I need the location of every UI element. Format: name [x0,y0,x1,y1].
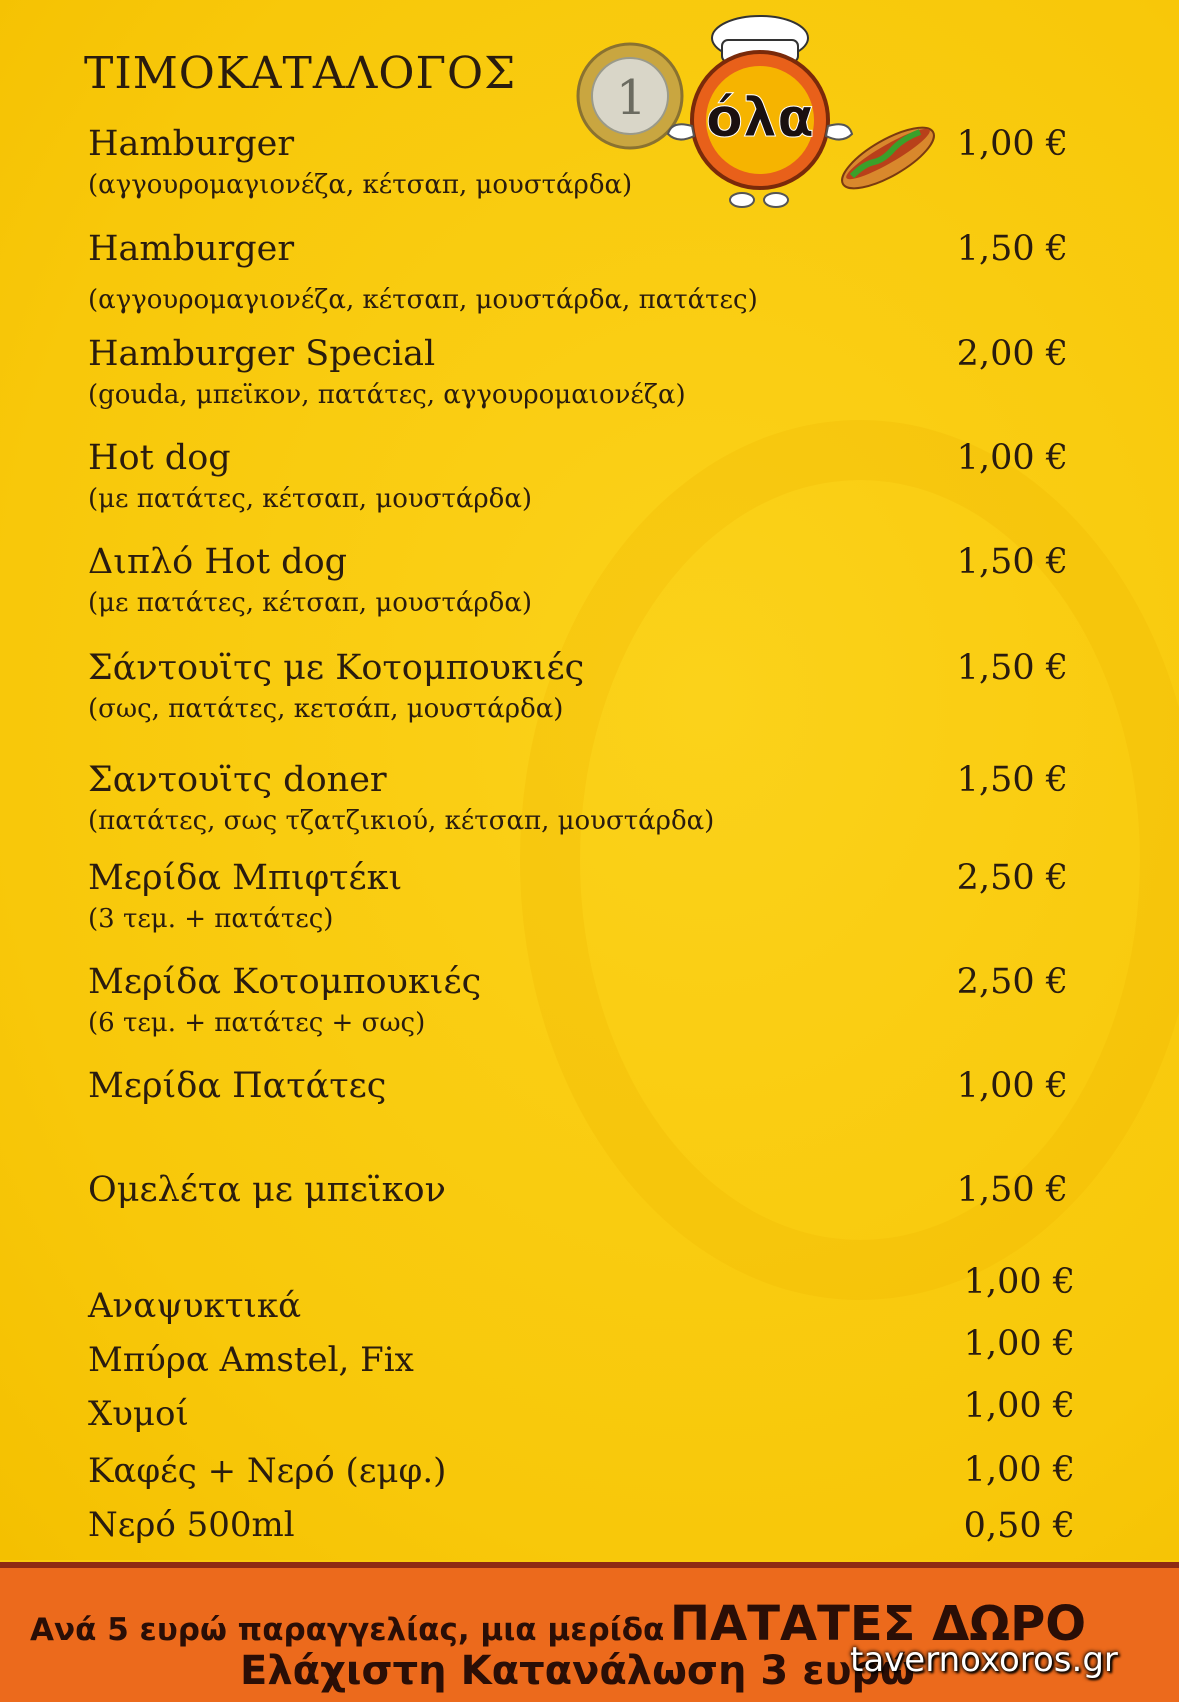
menu-item-name: Σαντουϊτς doner [88,760,387,800]
menu-item-name: Hamburger [88,229,295,269]
menu-item-description: (σως, πατάτες, κετσάπ, μουστάρδα) [88,694,564,724]
menu-item-name: Διπλό Hot dog [88,542,348,582]
menu-item [88,1170,1068,1260]
drink-item-price: 1,00 € [963,1450,1075,1490]
drink-item-price: 1,00 € [963,1386,1075,1426]
menu-item-price: 1,50 € [956,760,1068,800]
page-title: ΤΙΜΟΚΑΤΑΛΟΓΟΣ [84,48,517,99]
menu-item-name: Μερίδα Μπιφτέκι [88,858,403,898]
menu-item-description: (αγγουρομαγιονέζα, κέτσαπ, μουστάρδα, πατάτες) [88,285,758,315]
menu-item-name: Ομελέτα με μπεϊκον [88,1170,446,1210]
promo-text: Ανά 5 ευρώ παραγγελίας, μια μερίδα [30,1612,665,1648]
drink-item-price: 1,00 € [963,1262,1075,1302]
menu-item-price: 2,50 € [956,962,1068,1002]
menu-item-price: 1,00 € [956,438,1068,478]
menu-item-name: Μερίδα Πατάτες [88,1066,387,1106]
menu-item-price: 2,00 € [956,334,1068,374]
menu-item-name: Hamburger [88,124,295,164]
menu-item [88,1066,1068,1156]
menu-item-description: (αγγουρομαγιονέζα, κέτσαπ, μουστάρδα) [88,170,633,200]
menu-item-description: (6 τεμ. + πατάτες + σως) [88,1008,426,1038]
drink-item-name: Χυμοί [88,1394,189,1434]
menu-item-price: 1,00 € [956,1066,1068,1106]
menu-item-price: 1,50 € [956,229,1068,269]
menu-item [88,542,1068,632]
menu-item-description: (πατάτες, σως τζατζικιού, κέτσαπ, μουστάρδα) [88,806,715,836]
menu-item-description: (gouda, μπεϊκον, πατάτες, αγγουρομαιονέζα) [88,380,686,410]
minimum-order-text: Ελάχιστη Κατανάλωση 3 ευρώ [240,1648,915,1694]
svg-text:όλα: όλα [705,86,815,149]
drink-item-price: 0,50 € [963,1506,1075,1546]
svg-text:1: 1 [616,70,647,126]
menu-item-description: (με πατάτες, κέτσαπ, μουστάρδα) [88,484,533,514]
drink-item-name: Καφές + Νερό (εμφ.) [88,1451,447,1491]
promo-highlight: ΠΑΤΑΤΕΣ ΔΩΡΟ [669,1596,1087,1652]
menu-item-name: Σάντουϊτς με Κοτομπουκιές [88,648,585,688]
menu-item [88,760,1068,850]
drink-item-price: 1,00 € [963,1324,1075,1364]
menu-item [88,962,1068,1052]
menu-item-name: Hamburger Special [88,334,436,374]
menu-item-description: (3 τεμ. + πατάτες) [88,904,334,934]
menu-item-price: 2,50 € [956,858,1068,898]
site-watermark: tavernoxoros.gr [850,1640,1118,1680]
menu-item [88,229,1068,319]
drink-item-name: Νερό 500ml [88,1505,295,1545]
menu-item [88,124,1068,214]
drink-item-name: Μπύρα Amstel, Fix [88,1340,414,1380]
menu-item-description: (με πατάτες, κέτσαπ, μουστάρδα) [88,588,533,618]
menu-item-name: Hot dog [88,438,231,478]
menu-item [88,334,1068,424]
menu-item [88,648,1068,738]
drink-item-name: Αναψυκτικά [88,1286,302,1326]
menu-item-name: Μερίδα Κοτομπουκιές [88,962,482,1002]
menu-item-price: 1,00 € [956,124,1068,164]
menu-item-price: 1,50 € [956,648,1068,688]
menu-item [88,438,1068,528]
menu-item-price: 1,50 € [956,1170,1068,1210]
menu-item-price: 1,50 € [956,542,1068,582]
menu-item [88,858,1068,948]
